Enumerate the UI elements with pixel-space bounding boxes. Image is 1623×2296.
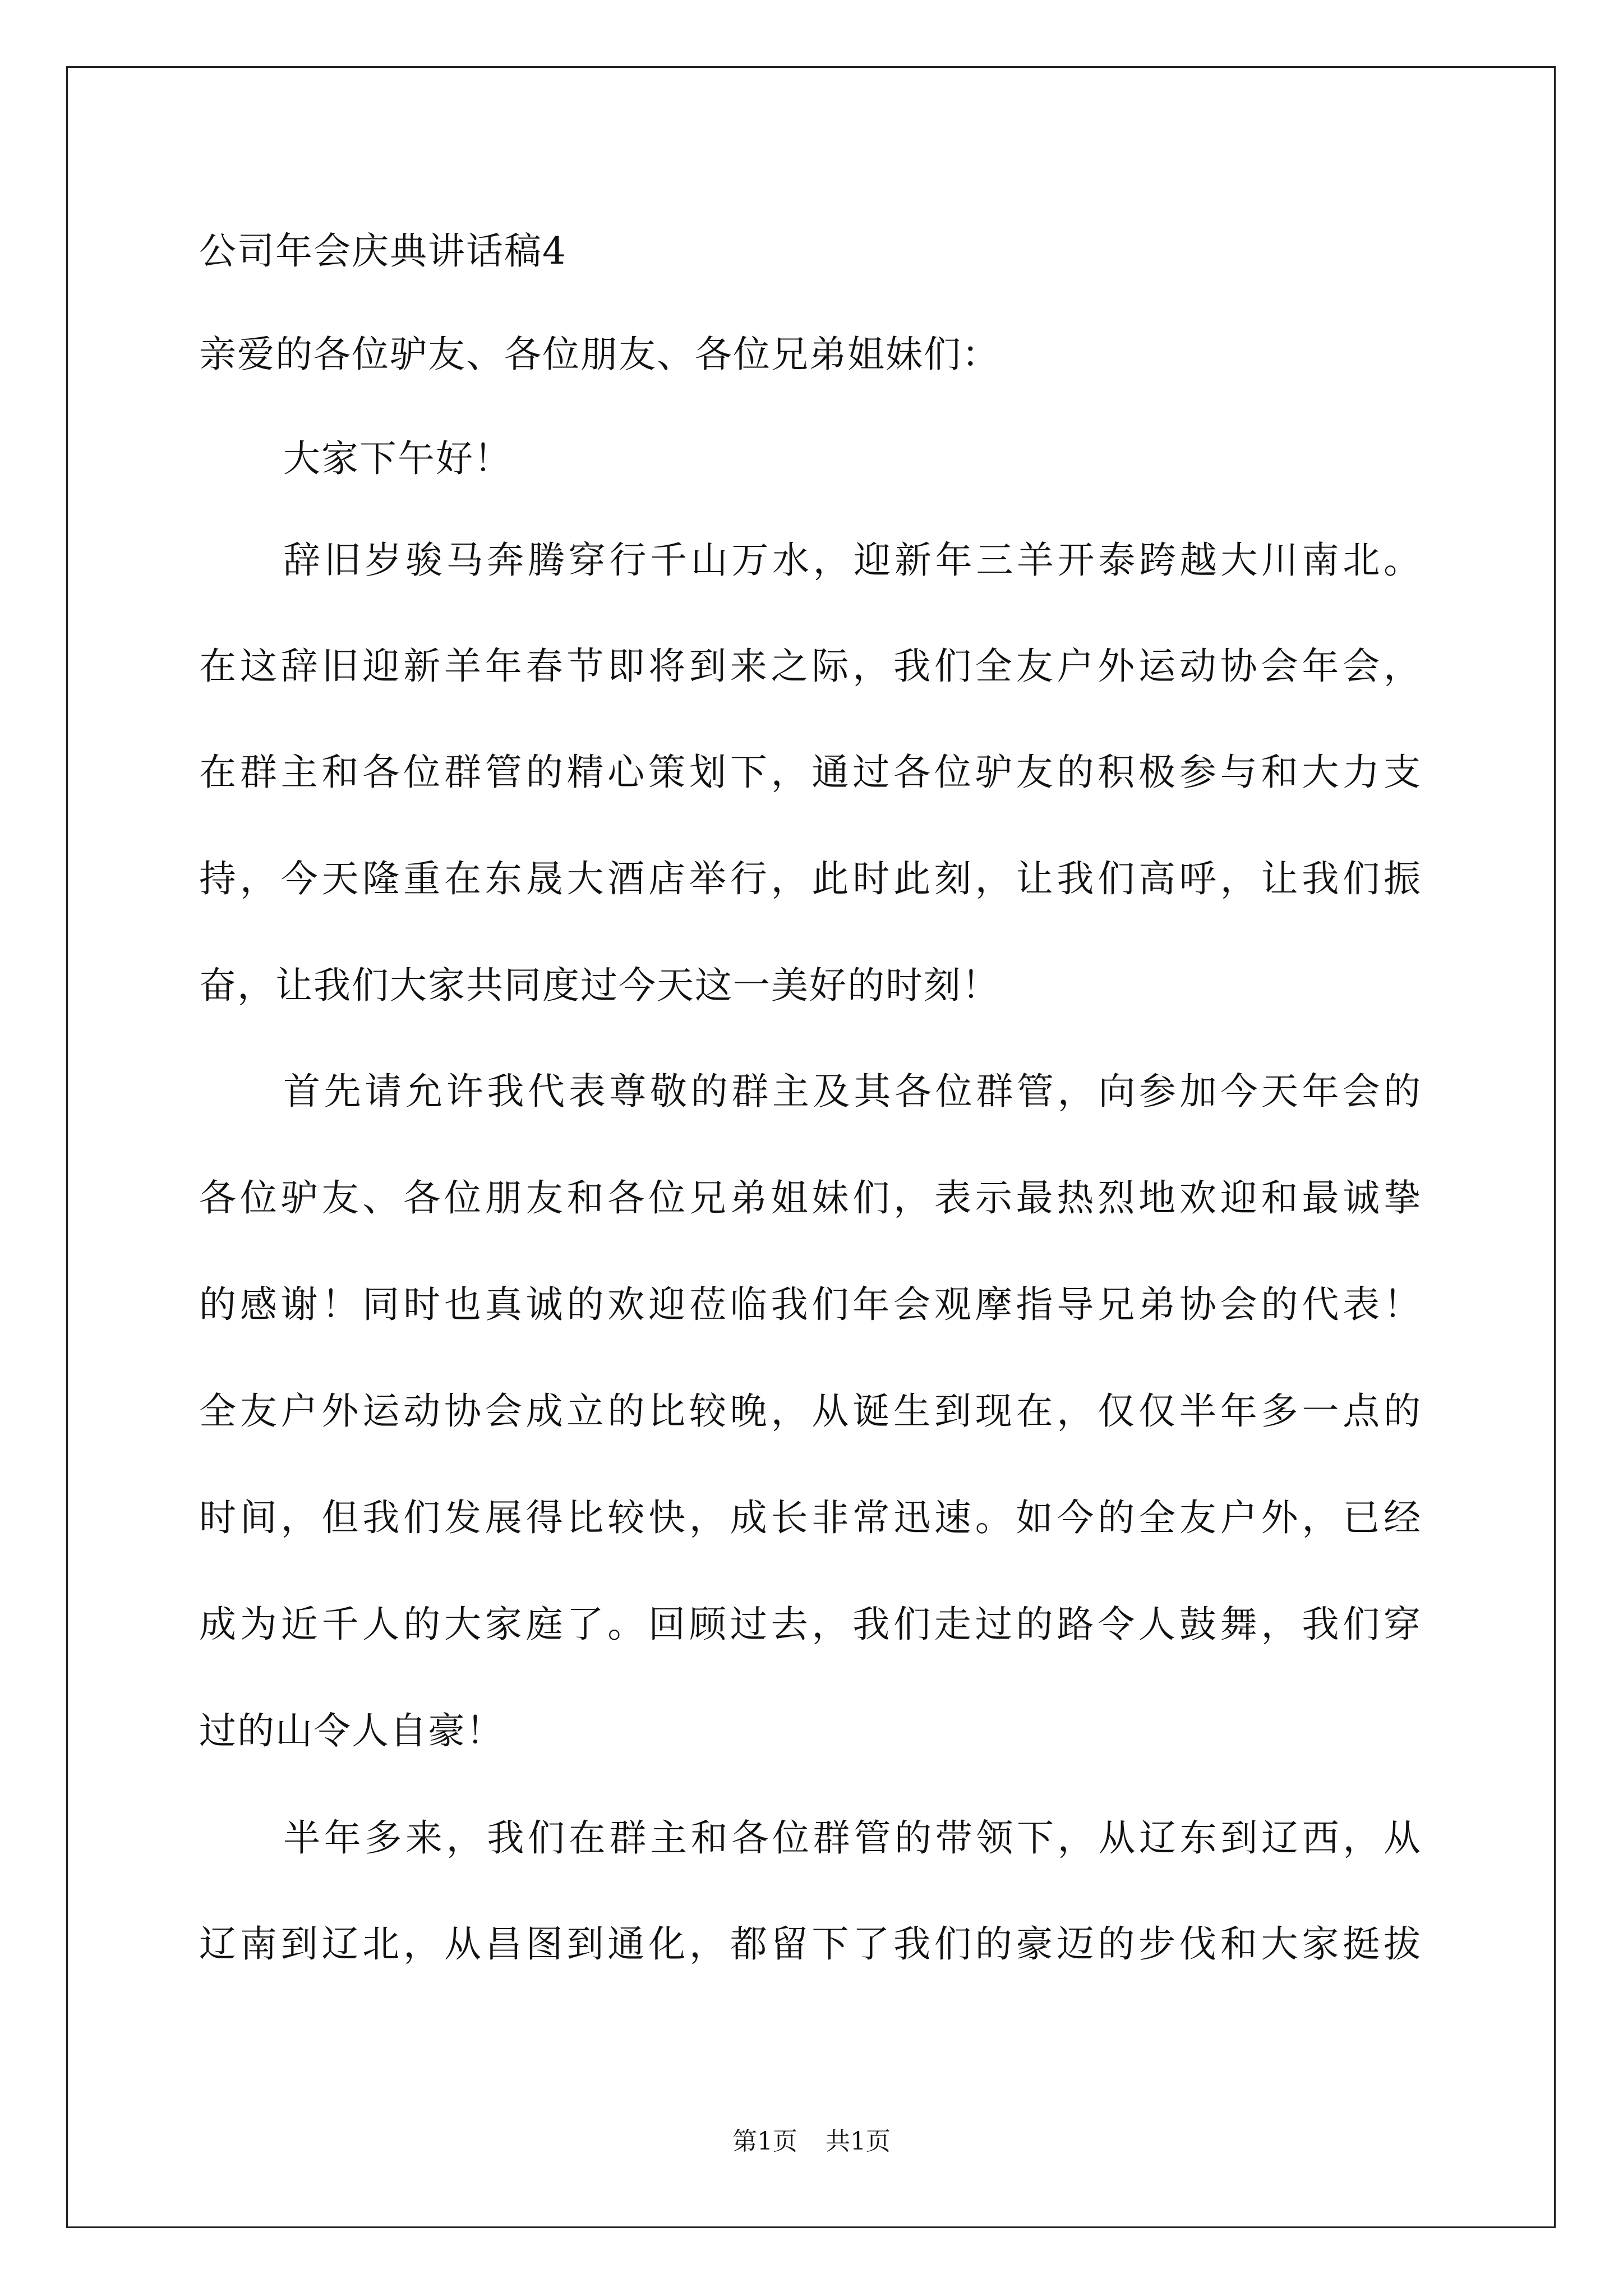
paragraph-line: 过的山令人自豪！ <box>199 1709 504 1752</box>
page-total: 共1页 <box>826 2127 891 2156</box>
paragraph-line: 全友户外运动协会成立的比较晚，从诞生到现在，仅仅半年多一点的 <box>199 1389 1422 1433</box>
paragraph-line: 持，今天隆重在东晟大酒店举行，此时此刻，让我们高呼，让我们振 <box>199 857 1422 900</box>
paragraph-line: 辽南到辽北，从昌图到通化，都留下了我们的豪迈的步伐和大家挺拔 <box>199 1922 1422 1966</box>
page-border <box>66 66 1556 2228</box>
salutation-line: 亲爱的各位驴友、各位朋友、各位兄弟姐妹们： <box>199 333 1000 376</box>
paragraph-line: 奋，让我们大家共同度过今天这一美好的时刻！ <box>199 964 1000 1007</box>
document-title: 公司年会庆典讲话稿4 <box>199 229 567 273</box>
greeting-line: 大家下午好！ <box>283 437 512 480</box>
page-footer <box>0 2129 1623 2154</box>
page-number: 第1页 <box>732 2127 797 2156</box>
paragraph-line: 在群主和各位群管的精心策划下，通过各位驴友的积极参与和大力支 <box>199 751 1422 794</box>
paragraph-line: 各位驴友、各位朋友和各位兄弟姐妹们，表示最热烈地欢迎和最诚挚 <box>199 1176 1422 1220</box>
paragraph-line: 在这辞旧迎新羊年春节即将到来之际，我们全友户外运动协会年会， <box>199 645 1422 688</box>
paragraph-line: 成为近千人的大家庭了。回顾过去，我们走过的路令人鼓舞，我们穿 <box>199 1603 1422 1646</box>
paragraph-line: 时间，但我们发展得比较快，成长非常迅速。如今的全友户外，已经 <box>199 1496 1422 1539</box>
paragraph-line: 半年多来，我们在群主和各位群管的带领下，从辽东到辽西，从 <box>283 1816 1422 1860</box>
paragraph-line: 的感谢！同时也真诚的欢迎莅临我们年会观摩指导兄弟协会的代表！ <box>199 1283 1422 1326</box>
paragraph-line: 辞旧岁骏马奔腾穿行千山万水，迎新年三羊开泰跨越大川南北。 <box>283 539 1422 582</box>
paragraph-line: 首先请允许我代表尊敬的群主及其各位群管，向参加今天年会的 <box>283 1070 1422 1113</box>
